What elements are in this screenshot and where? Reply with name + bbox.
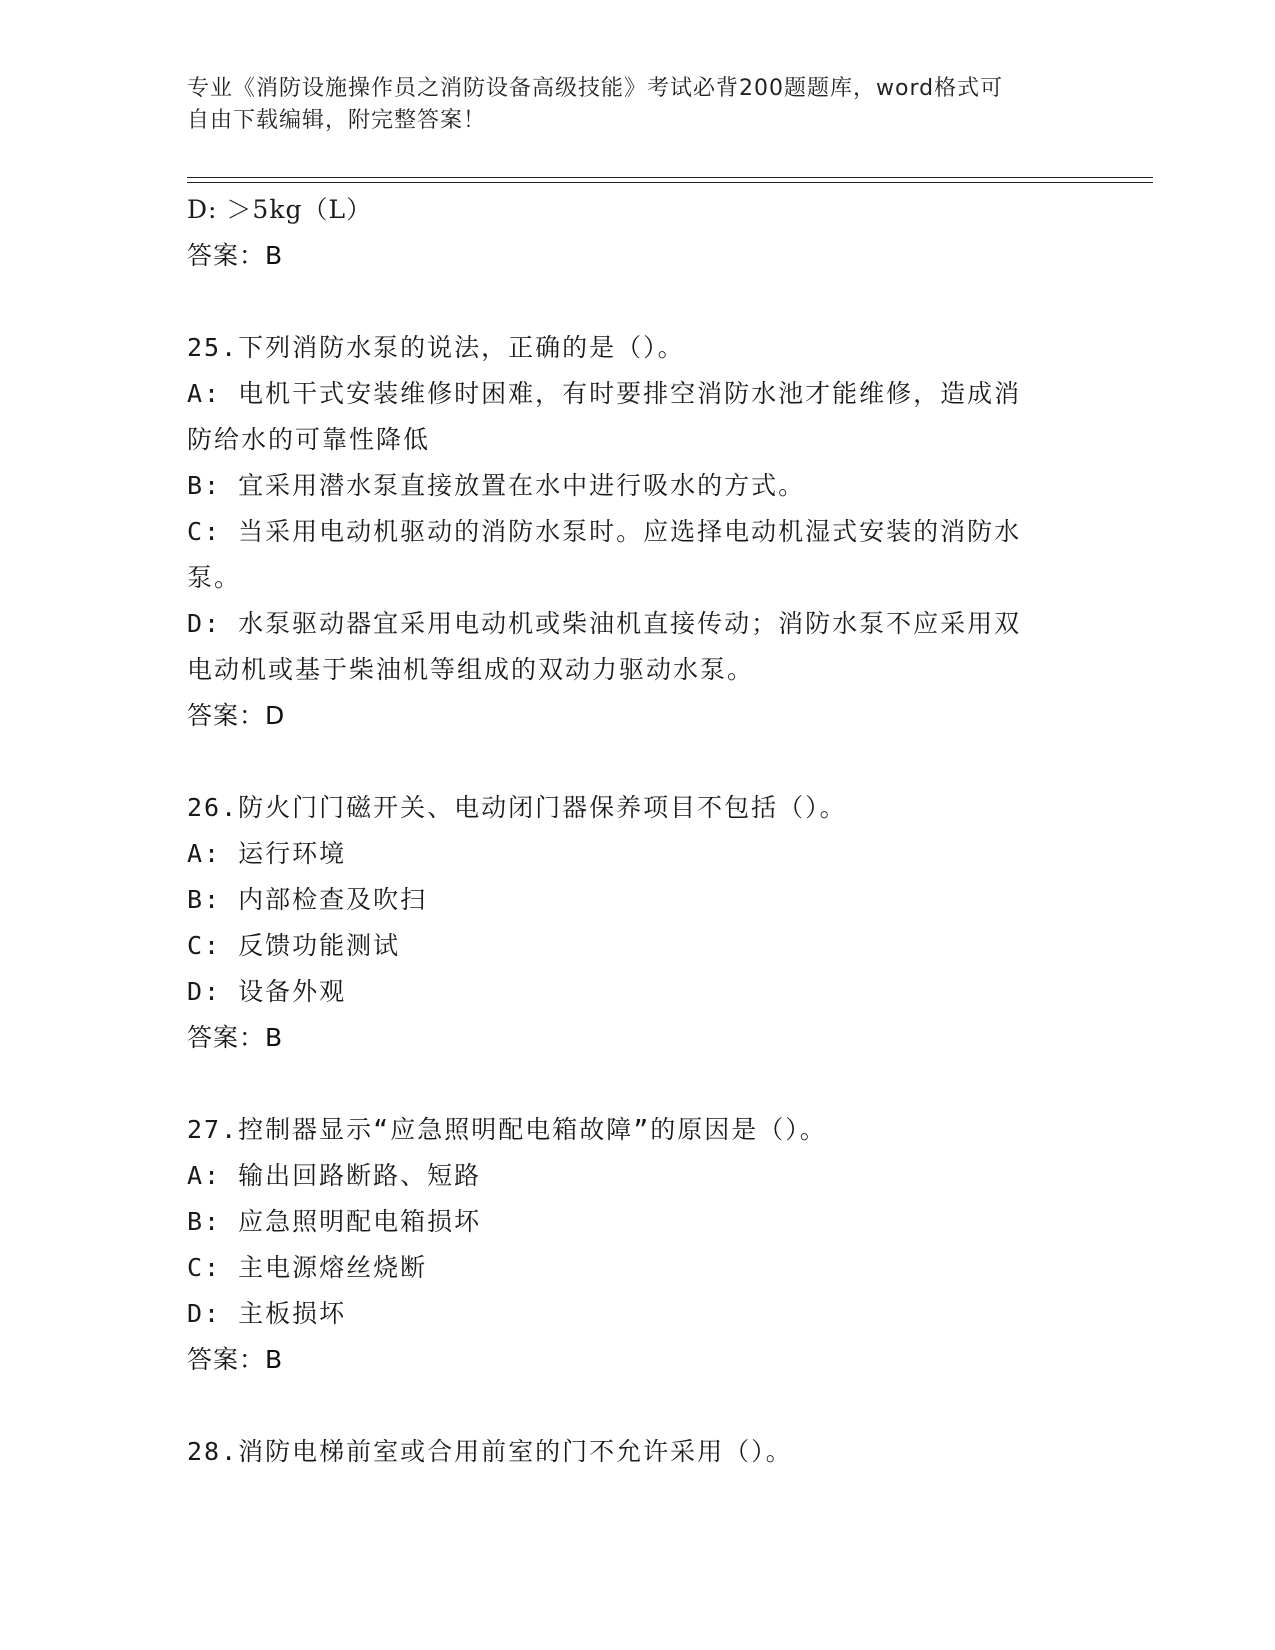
question-block-28 [187, 1429, 1087, 1475]
question-block-25 [187, 325, 1087, 739]
question-stem: 25.下列消防水泵的说法，正确的是（）。 [187, 333, 685, 362]
header-title-line-2: 自由下载编辑，附完整答案！ [187, 108, 487, 133]
option-d-continued: 电动机或基于柴油机等组成的双动力驱动水泵。 [187, 655, 755, 684]
header-title-line-1: 专业《消防设施操作员之消防设备高级技能》考试必背200题题库，word格式可 [187, 76, 1004, 101]
answer-line: 答案：B [187, 1023, 284, 1052]
question-stem: 26.防火门门磁开关、电动闭门器保养项目不包括（）。 [187, 793, 847, 822]
answer-line: 答案：D [187, 701, 286, 730]
option-d: D: 设备外观 [187, 977, 347, 1006]
option-b: B: 内部检查及吹扫 [187, 885, 428, 914]
option-a: A: 运行环境 [187, 839, 347, 868]
spacer [187, 1383, 1087, 1429]
header-divider-top [187, 177, 1153, 178]
question-stem: 27.控制器显示“应急照明配电箱故障”的原因是（）。 [187, 1115, 827, 1144]
option-c: C: 当采用电动机驱动的消防水泵时。应选择电动机湿式安装的消防水 [187, 517, 1022, 546]
option-a-continued: 防给水的可靠性降低 [187, 425, 431, 454]
option-b: B: 宜采用潜水泵直接放置在水中进行吸水的方式。 [187, 471, 806, 500]
question-list [187, 187, 1087, 1475]
option-c-continued: 泵。 [187, 563, 242, 592]
option-d: D: ＞5kg（L） [187, 195, 373, 224]
question-stem: 28.消防电梯前室或合用前室的门不允许采用（）。 [187, 1437, 793, 1466]
answer-line: 答案：B [187, 241, 284, 270]
question-block-26 [187, 785, 1087, 1061]
option-a: A: 电机干式安装维修时困难，有时要排空消防水池才能维修，造成消 [187, 379, 1022, 408]
option-d: D: 主板损坏 [187, 1299, 347, 1328]
question-block-prev [187, 187, 1087, 279]
question-block-27 [187, 1107, 1087, 1383]
spacer [187, 279, 1087, 325]
answer-line: 答案：B [187, 1345, 284, 1374]
page-header [187, 73, 1067, 137]
spacer [187, 1061, 1087, 1107]
option-c: C: 反馈功能测试 [187, 931, 401, 960]
option-a: A: 输出回路断路、短路 [187, 1161, 482, 1190]
spacer [187, 739, 1087, 785]
option-c: C: 主电源熔丝烧断 [187, 1253, 428, 1282]
option-b: B: 应急照明配电箱损坏 [187, 1207, 482, 1236]
option-d: D: 水泵驱动器宜采用电动机或柴油机直接传动；消防水泵不应采用双 [187, 609, 1022, 638]
header-divider-bottom [187, 182, 1153, 183]
